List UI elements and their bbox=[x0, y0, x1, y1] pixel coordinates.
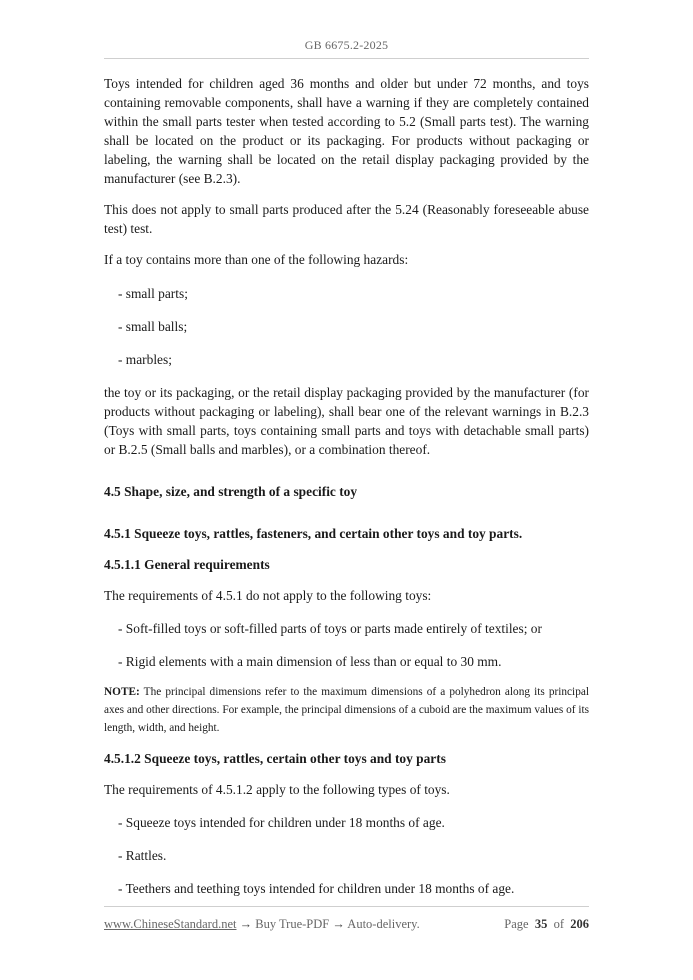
paragraph-hazards-intro: If a toy contains more than one of the following hazards: bbox=[104, 252, 409, 267]
arrow-right-icon: → bbox=[332, 917, 345, 931]
buy-pdf-text: Buy True-PDF bbox=[252, 917, 333, 931]
arrow-right-icon: → bbox=[239, 917, 253, 931]
note-paragraph bbox=[104, 683, 589, 737]
footer-divider bbox=[104, 906, 589, 907]
note-text: The principal dimensions refer to the maximum dimensions of a polyhedron along its principal axes and other directions. For example, the principal dimensions of a cuboid are the maximum values of its length, width, and height. bbox=[104, 686, 589, 734]
exclusion-list-item: - Soft-filled toys or soft-filled parts of toys or parts made entirely of textiles; or bbox=[118, 621, 542, 636]
auto-delivery-text: Auto-delivery. bbox=[344, 917, 420, 931]
paragraph-exclusions-intro: The requirements of 4.5.1 do not apply to the following toys: bbox=[104, 588, 432, 603]
section-heading-4-5-1-2: 4.5.1.2 Squeeze toys, rattles, certain other toys and toy parts bbox=[104, 751, 446, 766]
section-heading-4-5-1: 4.5.1 Squeeze toys, rattles, fasteners, and certain other toys and toy parts. bbox=[104, 526, 523, 541]
page-number bbox=[504, 917, 589, 932]
paragraph-exception: This does not apply to small parts produced after the 5.24 (Reasonably foreseeable abuse test) test. bbox=[104, 202, 589, 236]
document-id-header: GB 6675.2-2025 bbox=[304, 38, 389, 52]
applies-list-item: - Squeeze toys intended for children under 18 months of age. bbox=[118, 815, 445, 830]
paragraph-applies-intro: The requirements of 4.5.1.2 apply to the following types of toys. bbox=[104, 782, 450, 797]
of-label: of bbox=[553, 917, 564, 931]
section-heading-4-5-1-1: 4.5.1.1 General requirements bbox=[104, 557, 270, 572]
note-label: NOTE: bbox=[104, 686, 140, 698]
header-divider bbox=[104, 58, 589, 59]
site-link[interactable]: www.ChineseStandard.net bbox=[104, 917, 237, 931]
page-label: Page bbox=[504, 917, 529, 931]
section-heading-4-5: 4.5 Shape, size, and strength of a specific toy bbox=[104, 484, 358, 499]
footer-promo bbox=[104, 917, 420, 932]
applies-list-item: - Teethers and teething toys intended for children under 18 months of age. bbox=[118, 881, 515, 896]
applies-list-item: - Rattles. bbox=[118, 848, 167, 863]
current-page: 35 bbox=[534, 917, 548, 931]
paragraph-warning-labels: the toy or its packaging, or the retail display packaging provided by the manufacturer (for products without packaging or labeling), shall bear one of the relevant warnings in B.2.3 (Toys with small parts, toys containing small parts and toys with detachable small parts) or B.2.5 (Small balls and marbles), or a combination thereof. bbox=[104, 385, 589, 457]
hazard-list-item: - small balls; bbox=[118, 319, 188, 334]
exclusion-list-item: - Rigid elements with a main dimension of less than or equal to 30 mm. bbox=[118, 654, 502, 669]
hazard-list-item: - marbles; bbox=[118, 352, 172, 367]
paragraph-warning-requirement: Toys intended for children aged 36 months and older but under 72 months, and toys containing removable components, shall have a warning if they are completely contained within the small parts tester when tested according to 5.2 (Small parts test). The warning shall be located on the product or its packaging. For products without packaging or labeling, the warning shall be located on the retail display packaging provided by the manufacturer (see B.2.3). bbox=[104, 76, 589, 186]
total-pages: 206 bbox=[570, 917, 589, 931]
hazard-list-item: - small parts; bbox=[118, 286, 188, 301]
page-body bbox=[104, 74, 589, 912]
